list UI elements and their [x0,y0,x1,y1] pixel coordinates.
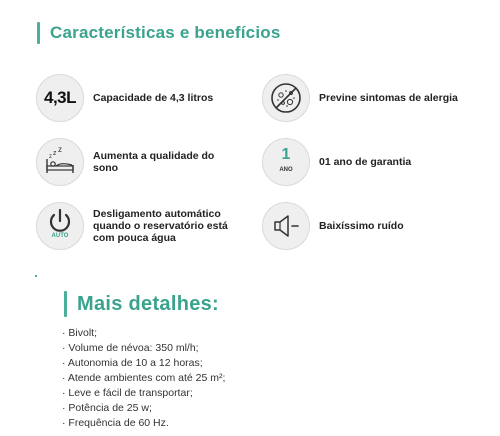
sleeping-bed-icon [36,138,84,186]
details-heading [64,291,219,317]
no-allergy-icon [262,74,310,122]
svg-text:z: z [58,145,62,154]
feature-sleep-label: Aumenta a qualidade do sono [93,150,215,174]
capacity-icon [36,74,84,122]
low-noise-icon [262,202,310,250]
auto-badge-text: AUTO [51,233,69,239]
feature-warranty [262,138,469,186]
details-item: · Atende ambientes com até 25 m²; [62,372,226,384]
features-title: Características e benefícios [50,23,281,42]
details-item: · Frequência de 60 Hz. [62,417,169,429]
features-heading [37,22,281,44]
heading-accent-bar [37,22,40,44]
capacity-badge: 4,3L [43,88,77,107]
warranty-icon [262,138,310,186]
feature-auto-shutoff [36,202,243,250]
warranty-badge-text: ANO [279,167,293,173]
feature-sleep [36,138,223,186]
feature-auto-shutoff-label: Desligamento automático quando o reservatório está com pouca água [93,208,228,244]
details-item: · Potência de 25 w; [62,402,152,414]
feature-capacity [36,74,233,122]
heading-accent-bar [64,291,67,317]
feature-low-noise-label: Baixíssimo ruído [319,220,404,232]
svg-text:z: z [49,154,52,160]
svg-text:z: z [53,150,57,157]
details-item: · Leve e fácil de transportar; [62,387,193,399]
feature-allergy [262,74,469,122]
details-item: · Volume de névoa: 350 ml/h; [62,342,199,354]
feature-allergy-label: Previne sintomas de alergia [319,92,458,104]
feature-capacity-label: Capacidade de 4,3 litros [93,92,214,104]
feature-low-noise [262,202,439,250]
details-title: Mais detalhes: [77,292,220,315]
power-auto-icon [36,202,84,250]
details-list [62,326,225,431]
warranty-badge-number: 1 [281,146,291,163]
accent-dot [35,275,37,277]
details-item: · Autonomia de 10 a 12 horas; [62,357,203,369]
details-item: · Bivolt; [62,327,98,339]
feature-warranty-label: 01 ano de garantia [319,156,412,168]
